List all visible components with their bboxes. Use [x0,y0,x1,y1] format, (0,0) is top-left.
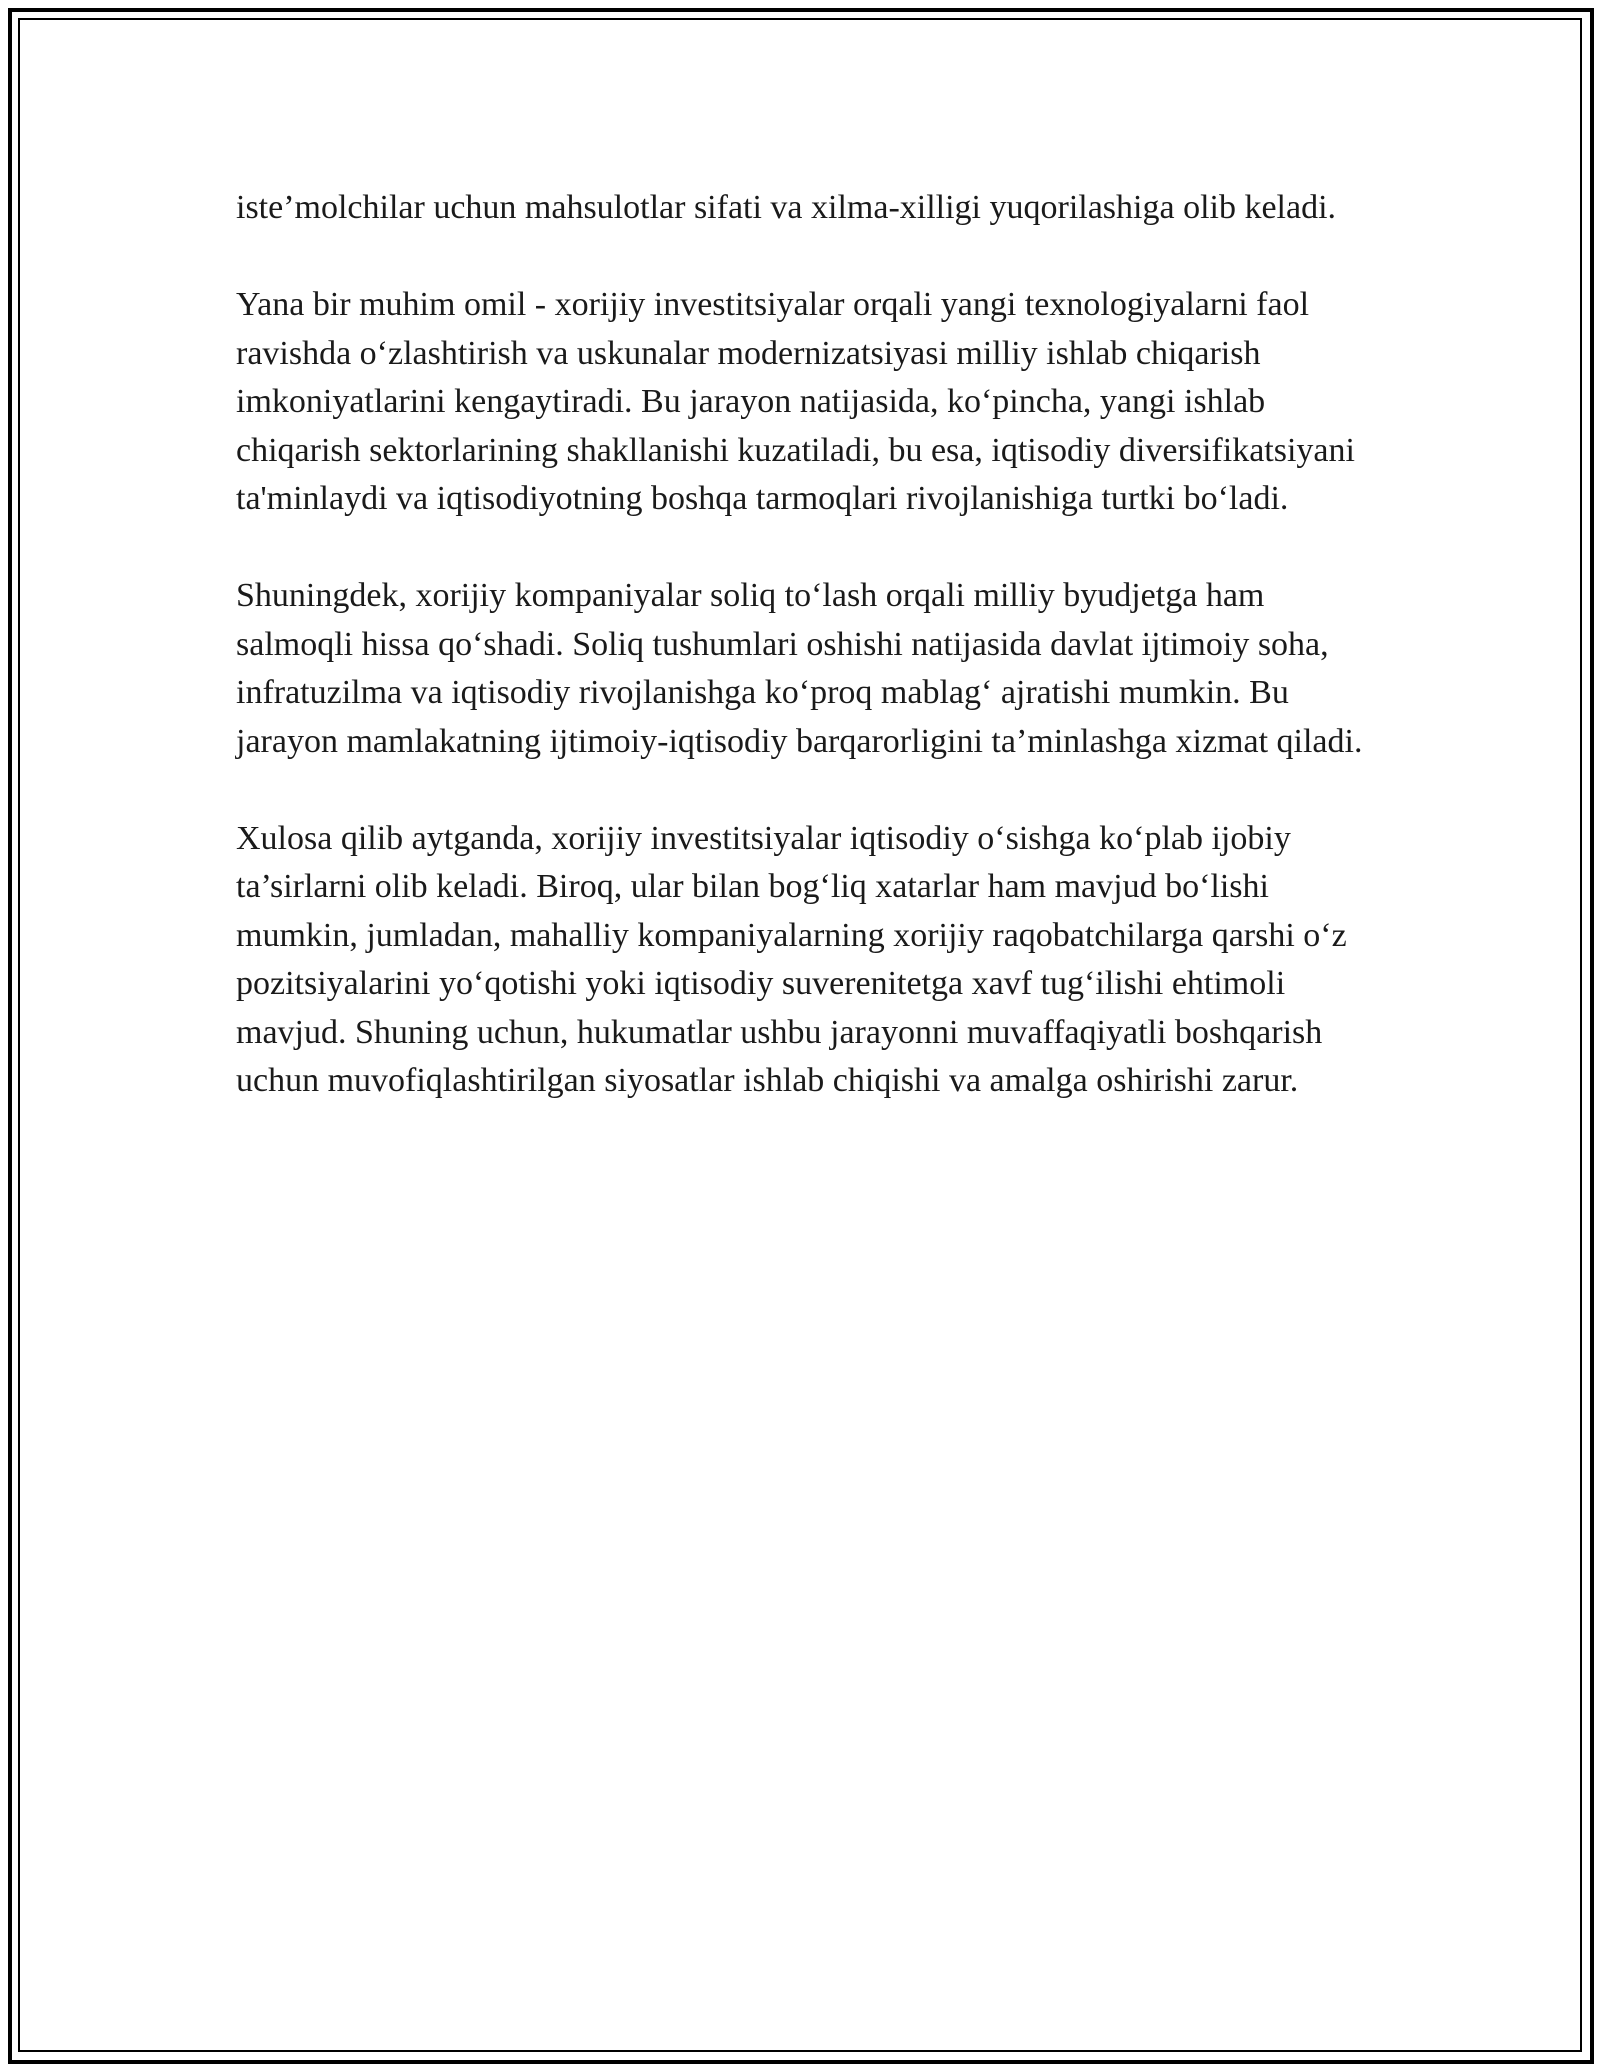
paragraph-4: Xulosa qilib aytganda, xorijiy investitsiyalar iqtisodiy o‘sishga ko‘plab ijobiy ta’sirlarni olib keladi. Biroq, ular bilan bog‘liq xatarlar ham mavjud bo‘lishi mumkin, jumladan, mahalliy kompaniyalarning xorijiy raqobatchilarga qarshi o‘z pozitsiyalarini yo‘qotishi yoki iqtisodiy suverenitetga xavf tug‘ilishi ehtimoli mavjud. Shuning uchun, hukumatlar ushbu jarayonni muvaffaqiyatli boshqarish uchun muvofiqlashtirilgan siyosatlar ishlab chiqishi va amalga oshirishi zarur. [236,819,1347,1099]
paragraph-1: iste’molchilar uchun mahsulotlar sifati va xilma-xilligi yuqorilashiga olib keladi. [236,189,1337,226]
paragraph-2: Yana bir muhim omil - xorijiy investitsiyalar orqali yangi texnologiyalarni faol ravishda o‘zlashtirish va uskunalar modernizatsiyasi milliy ishlab chiqarish imkoniyatlarini kengaytiradi. Bu jarayon natijasida, ko‘pincha, yangi ishlab chiqarish sektorlarining shakllanishi kuzatiladi, bu esa, iqtisodiy diversifikatsiyani ta'minlaydi va iqtisodiyotning boshqa tarmoqlari rivojlanishiga turtki bo‘ladi. [236,286,1355,517]
paragraph-3: Shuningdek, xorijiy kompaniyalar soliq to‘lash orqali milliy byudjetga ham salmoqli hissa qo‘shadi. Soliq tushumlari oshishi natijasida davlat ijtimoiy soha, infratuzilma va iqtisodiy rivojlanishga ko‘proq mablag‘ ajratishi mumkin. Bu jarayon mamlakatning ijtimoiy-iqtisodiy barqarorligini ta’minlashga xizmat qiladi. [236,577,1363,760]
document-body [236,184,1386,1154]
